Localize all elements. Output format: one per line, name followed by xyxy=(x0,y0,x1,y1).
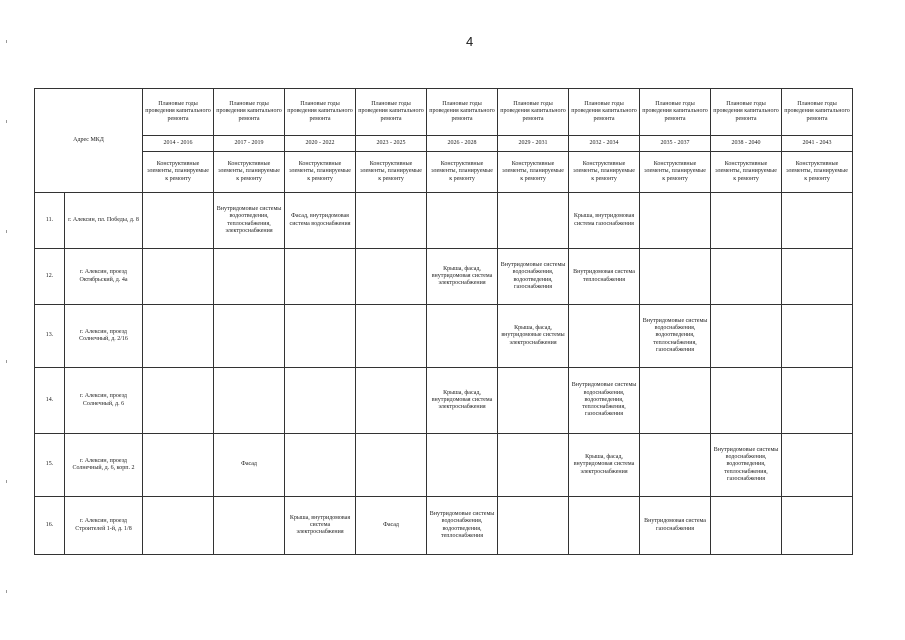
repair-cell: Фасад, внутридомовая система водоснабжения xyxy=(285,193,356,249)
scan-edge-mark xyxy=(6,360,7,363)
planned-years-header: Плановые годы проведения капитального ремонта xyxy=(214,89,285,136)
repair-cell xyxy=(427,305,498,368)
repair-cell xyxy=(214,368,285,434)
elements-header: Конструктивные элементы, планируемые к ремонту xyxy=(711,152,782,193)
elements-header: Конструктивные элементы, планируемые к ремонту xyxy=(640,152,711,193)
elements-header: Конструктивные элементы, планируемые к ремонту xyxy=(143,152,214,193)
repair-cell: Фасад xyxy=(356,497,427,555)
planned-years-header: Плановые годы проведения капитального ремонта xyxy=(711,89,782,136)
row-number: 13. xyxy=(35,305,65,368)
period-header: 2014 - 2016 xyxy=(143,136,214,152)
repair-cell: Крыша, внутридомовая система газоснабжения xyxy=(569,193,640,249)
repair-cell: Внутридомовые системы водоснабжения, водоотведения, газоснабжения xyxy=(498,249,569,305)
period-header: 2020 - 2022 xyxy=(285,136,356,152)
repair-cell xyxy=(782,249,853,305)
row-number: 16. xyxy=(35,497,65,555)
elements-header: Конструктивные элементы, планируемые к ремонту xyxy=(782,152,853,193)
repair-cell: Внутридомовые системы водоснабжения, водоотведения, теплоснабжения xyxy=(427,497,498,555)
planned-years-header: Плановые годы проведения капитального ремонта xyxy=(782,89,853,136)
repair-cell xyxy=(569,305,640,368)
address-cell: г. Алексин, проезд Солнечный, д. 2/16 xyxy=(65,305,143,368)
repair-cell: Внутридомовые системы водоснабжения, водоотведения, теплоснабжения, газоснабжения xyxy=(569,368,640,434)
address-cell: г. Алексин, пл. Победы, д. 8 xyxy=(65,193,143,249)
table-row xyxy=(35,497,853,555)
planned-years-header: Плановые годы проведения капитального ремонта xyxy=(285,89,356,136)
repair-schedule-table xyxy=(34,88,853,555)
address-cell: г. Алексин, проезд Строителей 1-й, д. 1/8 xyxy=(65,497,143,555)
repair-cell xyxy=(711,193,782,249)
repair-cell xyxy=(569,497,640,555)
repair-cell xyxy=(214,249,285,305)
repair-cell: Внутридомовая система газоснабжения xyxy=(640,497,711,555)
repair-cell xyxy=(640,249,711,305)
repair-cell xyxy=(427,193,498,249)
repair-cell xyxy=(143,305,214,368)
scan-edge-mark xyxy=(6,40,7,43)
repair-cell xyxy=(498,434,569,497)
repair-cell xyxy=(356,305,427,368)
row-number: 14. xyxy=(35,368,65,434)
table-row xyxy=(35,368,853,434)
repair-cell xyxy=(143,368,214,434)
repair-cell xyxy=(498,368,569,434)
repair-cell: Внутридомовые системы водоотведения, теплоснабжения, электроснабжения xyxy=(214,193,285,249)
repair-cell: Внутридомовые системы водоснабжения, водоотведения, теплоснабжения, газоснабжения xyxy=(640,305,711,368)
repair-cell xyxy=(498,193,569,249)
table-row xyxy=(35,305,853,368)
elements-header: Конструктивные элементы, планируемые к ремонту xyxy=(569,152,640,193)
repair-cell xyxy=(285,434,356,497)
repair-cell xyxy=(285,368,356,434)
repair-cell xyxy=(782,368,853,434)
repair-cell: Крыша, внутридомовая система электроснабжения xyxy=(285,497,356,555)
planned-years-header: Плановые годы проведения капитального ремонта xyxy=(427,89,498,136)
repair-cell xyxy=(214,305,285,368)
elements-header: Конструктивные элементы, планируемые к ремонту xyxy=(356,152,427,193)
period-header: 2035 - 2037 xyxy=(640,136,711,152)
page-number: 4 xyxy=(466,34,474,49)
period-header: 2029 - 2031 xyxy=(498,136,569,152)
period-header: 2032 - 2034 xyxy=(569,136,640,152)
repair-cell xyxy=(782,305,853,368)
elements-header: Конструктивные элементы, планируемые к ремонту xyxy=(285,152,356,193)
planned-years-header: Плановые годы проведения капитального ремонта xyxy=(356,89,427,136)
repair-cell: Крыша, фасад, внутридомовые системы электроснабжения xyxy=(498,305,569,368)
repair-cell xyxy=(782,497,853,555)
repair-cell xyxy=(498,497,569,555)
repair-cell xyxy=(782,434,853,497)
address-cell: г. Алексин, проезд Октябрьский, д. 4а xyxy=(65,249,143,305)
repair-cell xyxy=(640,434,711,497)
elements-header: Конструктивные элементы, планируемые к ремонту xyxy=(427,152,498,193)
table-row xyxy=(35,249,853,305)
planned-years-header: Плановые годы проведения капитального ремонта xyxy=(569,89,640,136)
planned-years-header: Плановые годы проведения капитального ремонта xyxy=(498,89,569,136)
elements-header: Конструктивные элементы, планируемые к ремонту xyxy=(214,152,285,193)
repair-cell: Внутридомовые системы водоснабжения, водоотведения, теплоснабжения, газоснабжения xyxy=(711,434,782,497)
scan-edge-mark xyxy=(6,230,7,233)
row-number: 11. xyxy=(35,193,65,249)
elements-header: Конструктивные элементы, планируемые к ремонту xyxy=(498,152,569,193)
repair-cell xyxy=(214,497,285,555)
repair-cell xyxy=(711,368,782,434)
row-number: 12. xyxy=(35,249,65,305)
repair-cell xyxy=(640,193,711,249)
planned-years-header: Плановые годы проведения капитального ремонта xyxy=(640,89,711,136)
period-header: 2017 - 2019 xyxy=(214,136,285,152)
period-header: 2038 - 2040 xyxy=(711,136,782,152)
repair-cell: Крыша, фасад, внутридомовая система электроснабжения xyxy=(427,368,498,434)
repair-cell xyxy=(143,249,214,305)
repair-cell xyxy=(782,193,853,249)
period-header: 2041 - 2043 xyxy=(782,136,853,152)
repair-cell xyxy=(143,497,214,555)
address-cell: г. Алексин, проезд Солнечный, д. 6 xyxy=(65,368,143,434)
repair-cell xyxy=(356,368,427,434)
row-number: 15. xyxy=(35,434,65,497)
repair-cell xyxy=(711,497,782,555)
period-header: 2023 - 2025 xyxy=(356,136,427,152)
repair-cell xyxy=(711,249,782,305)
scan-edge-mark xyxy=(6,120,7,123)
repair-cell: Крыша, фасад, внутридомовая система электроснабжения xyxy=(569,434,640,497)
repair-cell xyxy=(356,434,427,497)
planned-years-header: Плановые годы проведения капитального ремонта xyxy=(143,89,214,136)
repair-cell xyxy=(711,305,782,368)
address-column-header: Адрес МКД xyxy=(35,89,143,193)
repair-cell: Фасад xyxy=(214,434,285,497)
repair-cell xyxy=(427,434,498,497)
table-row xyxy=(35,434,853,497)
repair-cell xyxy=(143,193,214,249)
repair-cell xyxy=(143,434,214,497)
repair-cell xyxy=(640,368,711,434)
repair-cell: Крыша, фасад, внутридомовая система электроснабжения xyxy=(427,249,498,305)
period-header: 2026 - 2028 xyxy=(427,136,498,152)
repair-cell xyxy=(285,305,356,368)
scan-edge-mark xyxy=(6,480,7,483)
repair-cell xyxy=(356,249,427,305)
table-row xyxy=(35,193,853,249)
repair-cell xyxy=(356,193,427,249)
scan-edge-mark xyxy=(6,590,7,593)
repair-cell xyxy=(285,249,356,305)
repair-cell: Внутридомовая система теплоснабжения xyxy=(569,249,640,305)
address-cell: г. Алексин, проезд Солнечный, д. 6, корп. 2 xyxy=(65,434,143,497)
